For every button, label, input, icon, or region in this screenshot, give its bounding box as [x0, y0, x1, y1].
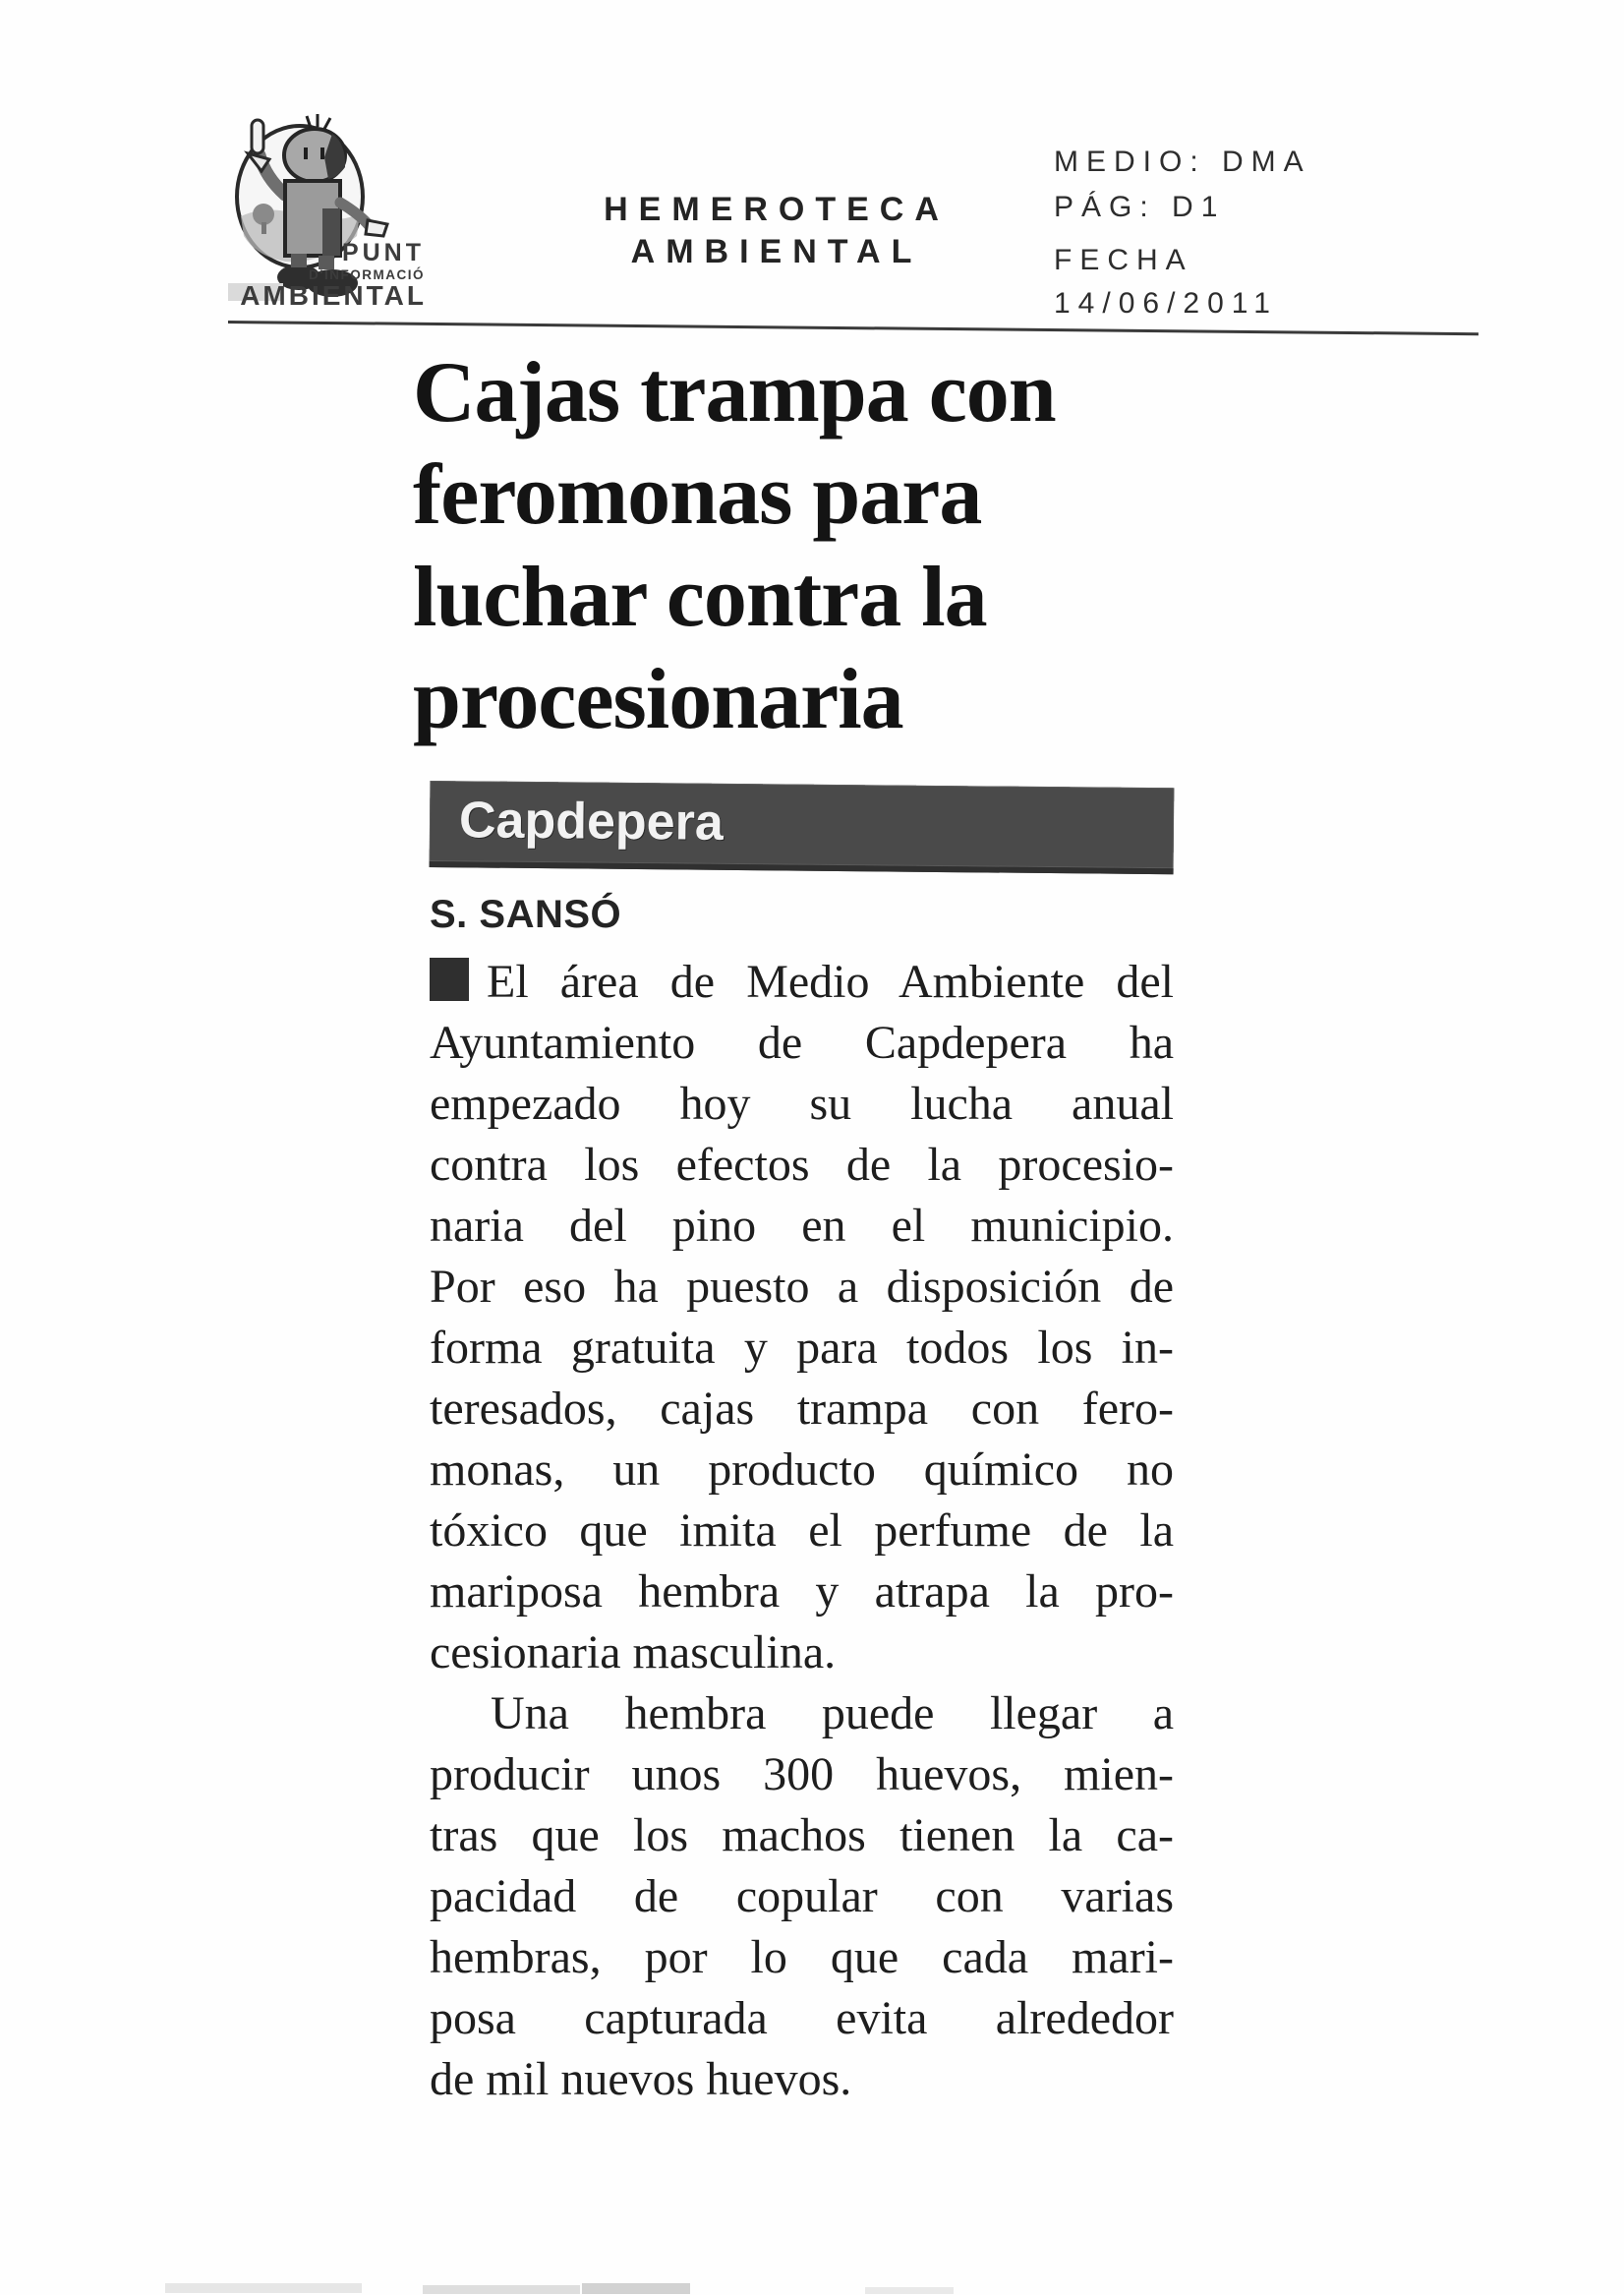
meta-pag: PÁG: D1: [1054, 191, 1226, 223]
body-line: tras que los machos tienen la ca-: [430, 1809, 1174, 1861]
headline-line: Cajas trampa con: [413, 345, 1056, 441]
logo-wordmark-punt: PUNT: [341, 239, 425, 266]
body-line: cesionaria masculina.: [430, 1626, 837, 1678]
logo-leg-left: [291, 254, 307, 267]
body-line: posa capturada evita alrededor: [430, 1992, 1174, 2044]
scan-artifact: [165, 2283, 362, 2293]
body-line: monas, un producto químico no: [430, 1443, 1174, 1496]
hemeroteca-title-line1: HEMEROTECA: [604, 191, 950, 228]
paragraph-bullet-icon: [430, 958, 469, 1001]
meta-fecha-label: FECHA: [1054, 244, 1193, 276]
body-line: de mil nuevos huevos.: [430, 2053, 852, 2105]
body-line: Ayuntamiento de Capdepera ha: [430, 1017, 1174, 1069]
article-body: [430, 952, 1174, 2110]
body-line: mariposa hembra y atrapa la pro-: [430, 1565, 1174, 1618]
logo-wordmark-ambiental: AMBIENTAL: [240, 280, 427, 311]
article-byline: S. SANSÓ: [430, 893, 622, 936]
meta-medio: MEDIO: DMA: [1054, 146, 1311, 178]
section-banner-label: Capdepera: [458, 792, 725, 852]
body-line: pacidad de copular con varias: [430, 1870, 1174, 1922]
body-line: hembras, por lo que cada mari-: [430, 1931, 1174, 1983]
headline-line: luchar contra la: [413, 550, 987, 645]
body-line: tóxico que imita el perfume de la: [430, 1504, 1174, 1557]
logo-finger: [252, 120, 263, 153]
body-line: naria del pino en el municipio.: [430, 1200, 1174, 1252]
body-line: Por eso ha puesto a disposición de: [430, 1261, 1174, 1313]
headline-line: procesionaria: [413, 652, 903, 747]
body-line: empezado hoy su lucha anual: [430, 1078, 1174, 1130]
scan-artifact: [423, 2285, 580, 2294]
body-line: contra los efectos de la procesio-: [430, 1139, 1174, 1191]
logo-body-shadow: [322, 208, 340, 256]
meta-fecha-value: 14/06/2011: [1054, 287, 1278, 320]
body-line: [430, 952, 1174, 1013]
section-banner: [430, 781, 1175, 874]
article-headline: [413, 342, 1145, 751]
logo-tree-trunk: [261, 222, 266, 234]
punt-informacio-ambiental-logo: [167, 98, 482, 324]
body-line: teresados, cajas trampa con fero-: [430, 1383, 1174, 1435]
body-line-text: El área de Medio Ambiente del: [487, 956, 1174, 1008]
logo-wordmark-dinformacio: D'INFORMACIÓ: [309, 267, 425, 282]
headline-line: feromonas para: [413, 447, 982, 543]
scan-artifact: [582, 2283, 690, 2294]
hemeroteca-title-line2: AMBIENTAL: [630, 233, 923, 270]
header-divider-rule: [228, 321, 1479, 335]
scan-artifact: [865, 2287, 954, 2294]
logo-right-hand: [366, 220, 387, 236]
hemeroteca-title: [580, 189, 973, 273]
body-line: Una hembra puede llegar a: [491, 1687, 1174, 1739]
logo-hair-spikes: [307, 114, 330, 129]
body-line: producir unos 300 huevos, mien-: [430, 1748, 1174, 1800]
logo-tree-icon: [253, 204, 274, 225]
body-line: forma gratuita y para todos los in-: [430, 1322, 1174, 1374]
